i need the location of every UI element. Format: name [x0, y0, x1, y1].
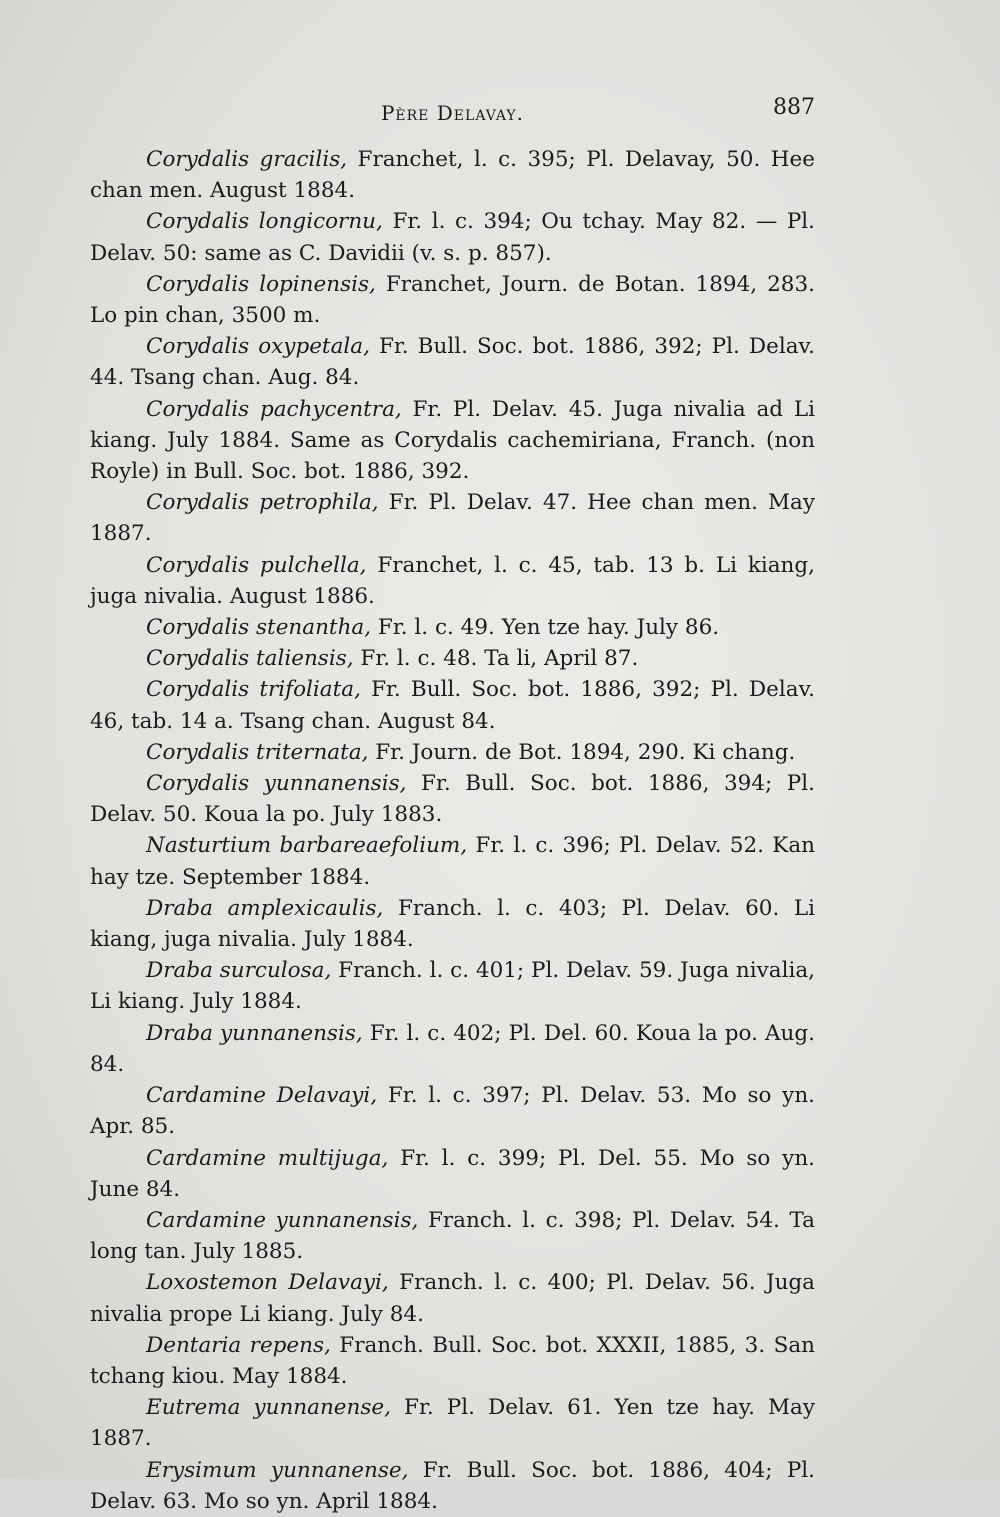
species-entry: [90, 955, 815, 1017]
species-entry: [90, 1018, 815, 1080]
species-name: Corydalis petrophila,: [146, 490, 379, 516]
species-name: Corydalis yunnanensis,: [146, 771, 407, 797]
species-name: Corydalis lopinensis,: [146, 271, 376, 297]
species-details: Fr. Bull. Soc. bot. 1886, 392; Pl. Delav. 46, tab. 14 a. Tsang chan. August 84.: [90, 677, 815, 734]
page-title: Père Delavay.: [380, 101, 525, 125]
species-name: Corydalis oxypetala,: [146, 334, 370, 360]
species-name: Draba surculosa,: [146, 958, 332, 984]
species-details: Franch. l. c. 403; Pl. Delav. 60. Li kiang, juga nivalia. July 1884.: [90, 895, 815, 953]
species-details: Franchet, l. c. 395; Pl. Delavay, 50. Hee chan men. August 1884.: [90, 147, 815, 204]
species-details: Fr. Pl. Delav. 47. Hee chan men. May 1887.: [90, 490, 815, 547]
species-entry: [90, 1267, 815, 1329]
species-details: Fr. Journ. de Bot. 1894, 290. Ki chang.: [368, 739, 796, 765]
species-name: Corydalis stenantha,: [146, 615, 372, 641]
species-name: Cardamine multijuga,: [146, 1145, 389, 1171]
species-name: Cardamine yunnanensis,: [146, 1207, 419, 1233]
species-name: Nasturtium barbareaefolium,: [146, 833, 468, 859]
species-entry: [90, 893, 815, 955]
species-name: Draba yunnanensis,: [146, 1020, 363, 1046]
species-details: Fr. l. c. 399; Pl. Del. 55. Mo so yn. June 84.: [90, 1145, 815, 1202]
species-details: Franch. Bull. Soc. bot. XXXII, 1885, 3. San tchang kiou. May 1884.: [90, 1332, 815, 1389]
page-number: 887: [773, 95, 815, 120]
species-name: Erysimum yunnanense,: [146, 1457, 409, 1483]
species-name: Corydalis taliensis,: [146, 646, 354, 672]
species-entry: [90, 1143, 815, 1205]
species-entry: [90, 768, 815, 830]
species-details: Franch. l. c. 398; Pl. Delav. 54. Ta long tan. July 1885.: [90, 1207, 815, 1265]
species-name: Dentaria repens,: [146, 1332, 331, 1358]
species-entry: [90, 394, 815, 488]
species-entry: [90, 643, 815, 674]
running-head: [90, 95, 815, 135]
species-details: Fr. l. c. 394; Ou tchay. May 82. — Pl. Delav. 50: same as C. Davidii (v. s. p. 857).: [90, 209, 816, 266]
species-name: Corydalis pulchella,: [146, 552, 367, 578]
species-details: Fr. Pl. Delav. 61. Yen tze hay. May 1887.: [90, 1395, 815, 1452]
species-name: Loxostemon Delavayi,: [146, 1270, 389, 1296]
species-details: Franch. l. c. 401; Pl. Delav. 59. Juga nivalia, Li kiang. July 1884.: [90, 958, 815, 1015]
species-details: Fr. Bull. Soc. bot. 1886, 392; Pl. Delav. 44. Tsang chan. Aug. 84.: [90, 334, 815, 391]
species-name: Cardamine Delavayi,: [146, 1083, 378, 1109]
species-name: Eutrema yunnanense,: [146, 1395, 391, 1421]
species-entry: [90, 1080, 815, 1142]
species-entry: [90, 1455, 815, 1517]
species-entry: [90, 550, 815, 612]
species-name: Draba amplexicaulis,: [146, 895, 384, 921]
species-name: Corydalis triternata,: [146, 739, 369, 765]
species-entry: [90, 674, 815, 736]
species-entry: [90, 612, 815, 643]
species-details: Fr. Pl. Delav. 45. Juga nivalia ad Li kiang. July 1884. Same as Corydalis cachemiriana, Franch. (non Royle) in Bull. Soc. bot. 1886, 392.: [90, 396, 815, 485]
species-entry: [90, 144, 815, 206]
species-entry: [90, 1205, 815, 1267]
species-details: Fr. l. c. 48. Ta li, April 87.: [353, 646, 639, 672]
species-name: Corydalis gracilis,: [146, 147, 348, 172]
species-name: Corydalis trifoliata,: [146, 677, 361, 703]
species-details: Fr. l. c. 49. Yen tze hay. July 86.: [371, 615, 720, 641]
species-entry: [90, 737, 815, 768]
species-details: Fr. l. c. 396; Pl. Delav. 52. Kan hay tze. September 1884.: [90, 833, 816, 890]
species-name: Corydalis longicornu,: [146, 209, 383, 235]
species-list: [90, 144, 815, 1517]
species-entry: [90, 830, 815, 892]
species-name: Corydalis pachycentra,: [146, 396, 402, 422]
species-entry: [90, 206, 815, 268]
species-details: Franchet, l. c. 45, tab. 13 b. Li kiang, juga nivalia. August 1886.: [90, 552, 815, 609]
species-details: Fr. l. c. 402; Pl. Del. 60. Koua la po. Aug. 84.: [90, 1020, 815, 1077]
species-entry: [90, 269, 815, 331]
species-details: Fr. l. c. 397; Pl. Delav. 53. Mo so yn. Apr. 85.: [90, 1083, 815, 1140]
species-details: Franchet, Journ. de Botan. 1894, 283. Lo pin chan, 3500 m.: [90, 271, 815, 329]
species-entry: [90, 487, 815, 549]
species-details: Fr. Bull. Soc. bot. 1886, 394; Pl. Delav. 50. Koua la po. July 1883.: [90, 771, 815, 828]
species-entry: [90, 1330, 815, 1392]
species-entry: [90, 1392, 815, 1454]
species-entry: [90, 331, 815, 393]
species-details: Fr. Bull. Soc. bot. 1886, 404; Pl. Delav. 63. Mo so yn. April 1884.: [90, 1457, 815, 1514]
species-details: Franch. l. c. 400; Pl. Delav. 56. Juga nivalia prope Li kiang. July 84.: [90, 1270, 816, 1327]
